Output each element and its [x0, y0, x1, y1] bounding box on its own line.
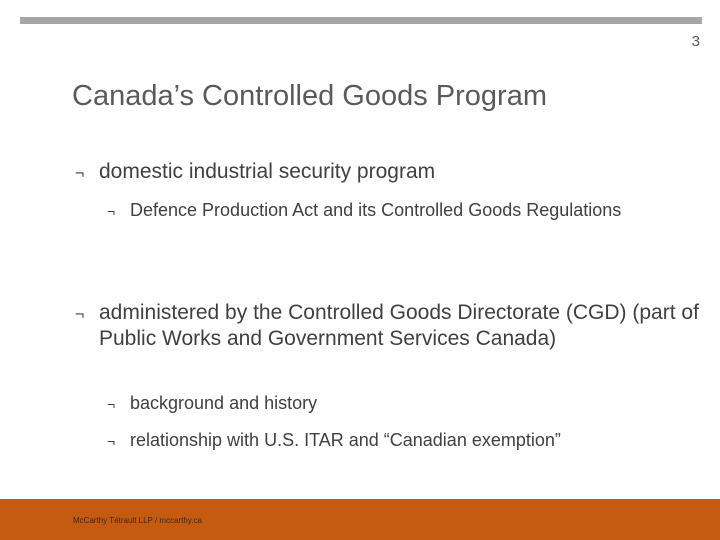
page-title: Canada’s Controlled Goods Program [72, 80, 548, 112]
bullet-text: relationship with U.S. ITAR and “Canadian exemption” [130, 430, 561, 450]
bullet-item [75, 300, 715, 352]
bullet-item [75, 159, 715, 185]
bullet-mark: ¬ [75, 306, 85, 323]
bullet-mark: ¬ [107, 203, 116, 219]
sub-bullet-item [107, 198, 707, 222]
top-rule [20, 17, 702, 24]
sub-bullet-item [107, 428, 707, 452]
bullet-text: background and history [130, 393, 318, 413]
footer-text: McCarthy Tétrault LLP / mccarthy.ca [73, 516, 202, 525]
bullet-text: domestic industrial security program [99, 160, 436, 183]
bullet-mark: ¬ [75, 165, 85, 182]
bullet-text: Defence Production Act and its Controlled Goods Regulations [130, 200, 622, 220]
bullet-mark: ¬ [107, 396, 116, 412]
bullet-text: administered by the Controlled Goods Directorate (CGD) (part of Public Works and Government Services Canada) [99, 301, 699, 350]
page-number: 3 [691, 33, 700, 50]
bullet-mark: ¬ [107, 433, 116, 449]
sub-bullet-item [107, 391, 707, 415]
